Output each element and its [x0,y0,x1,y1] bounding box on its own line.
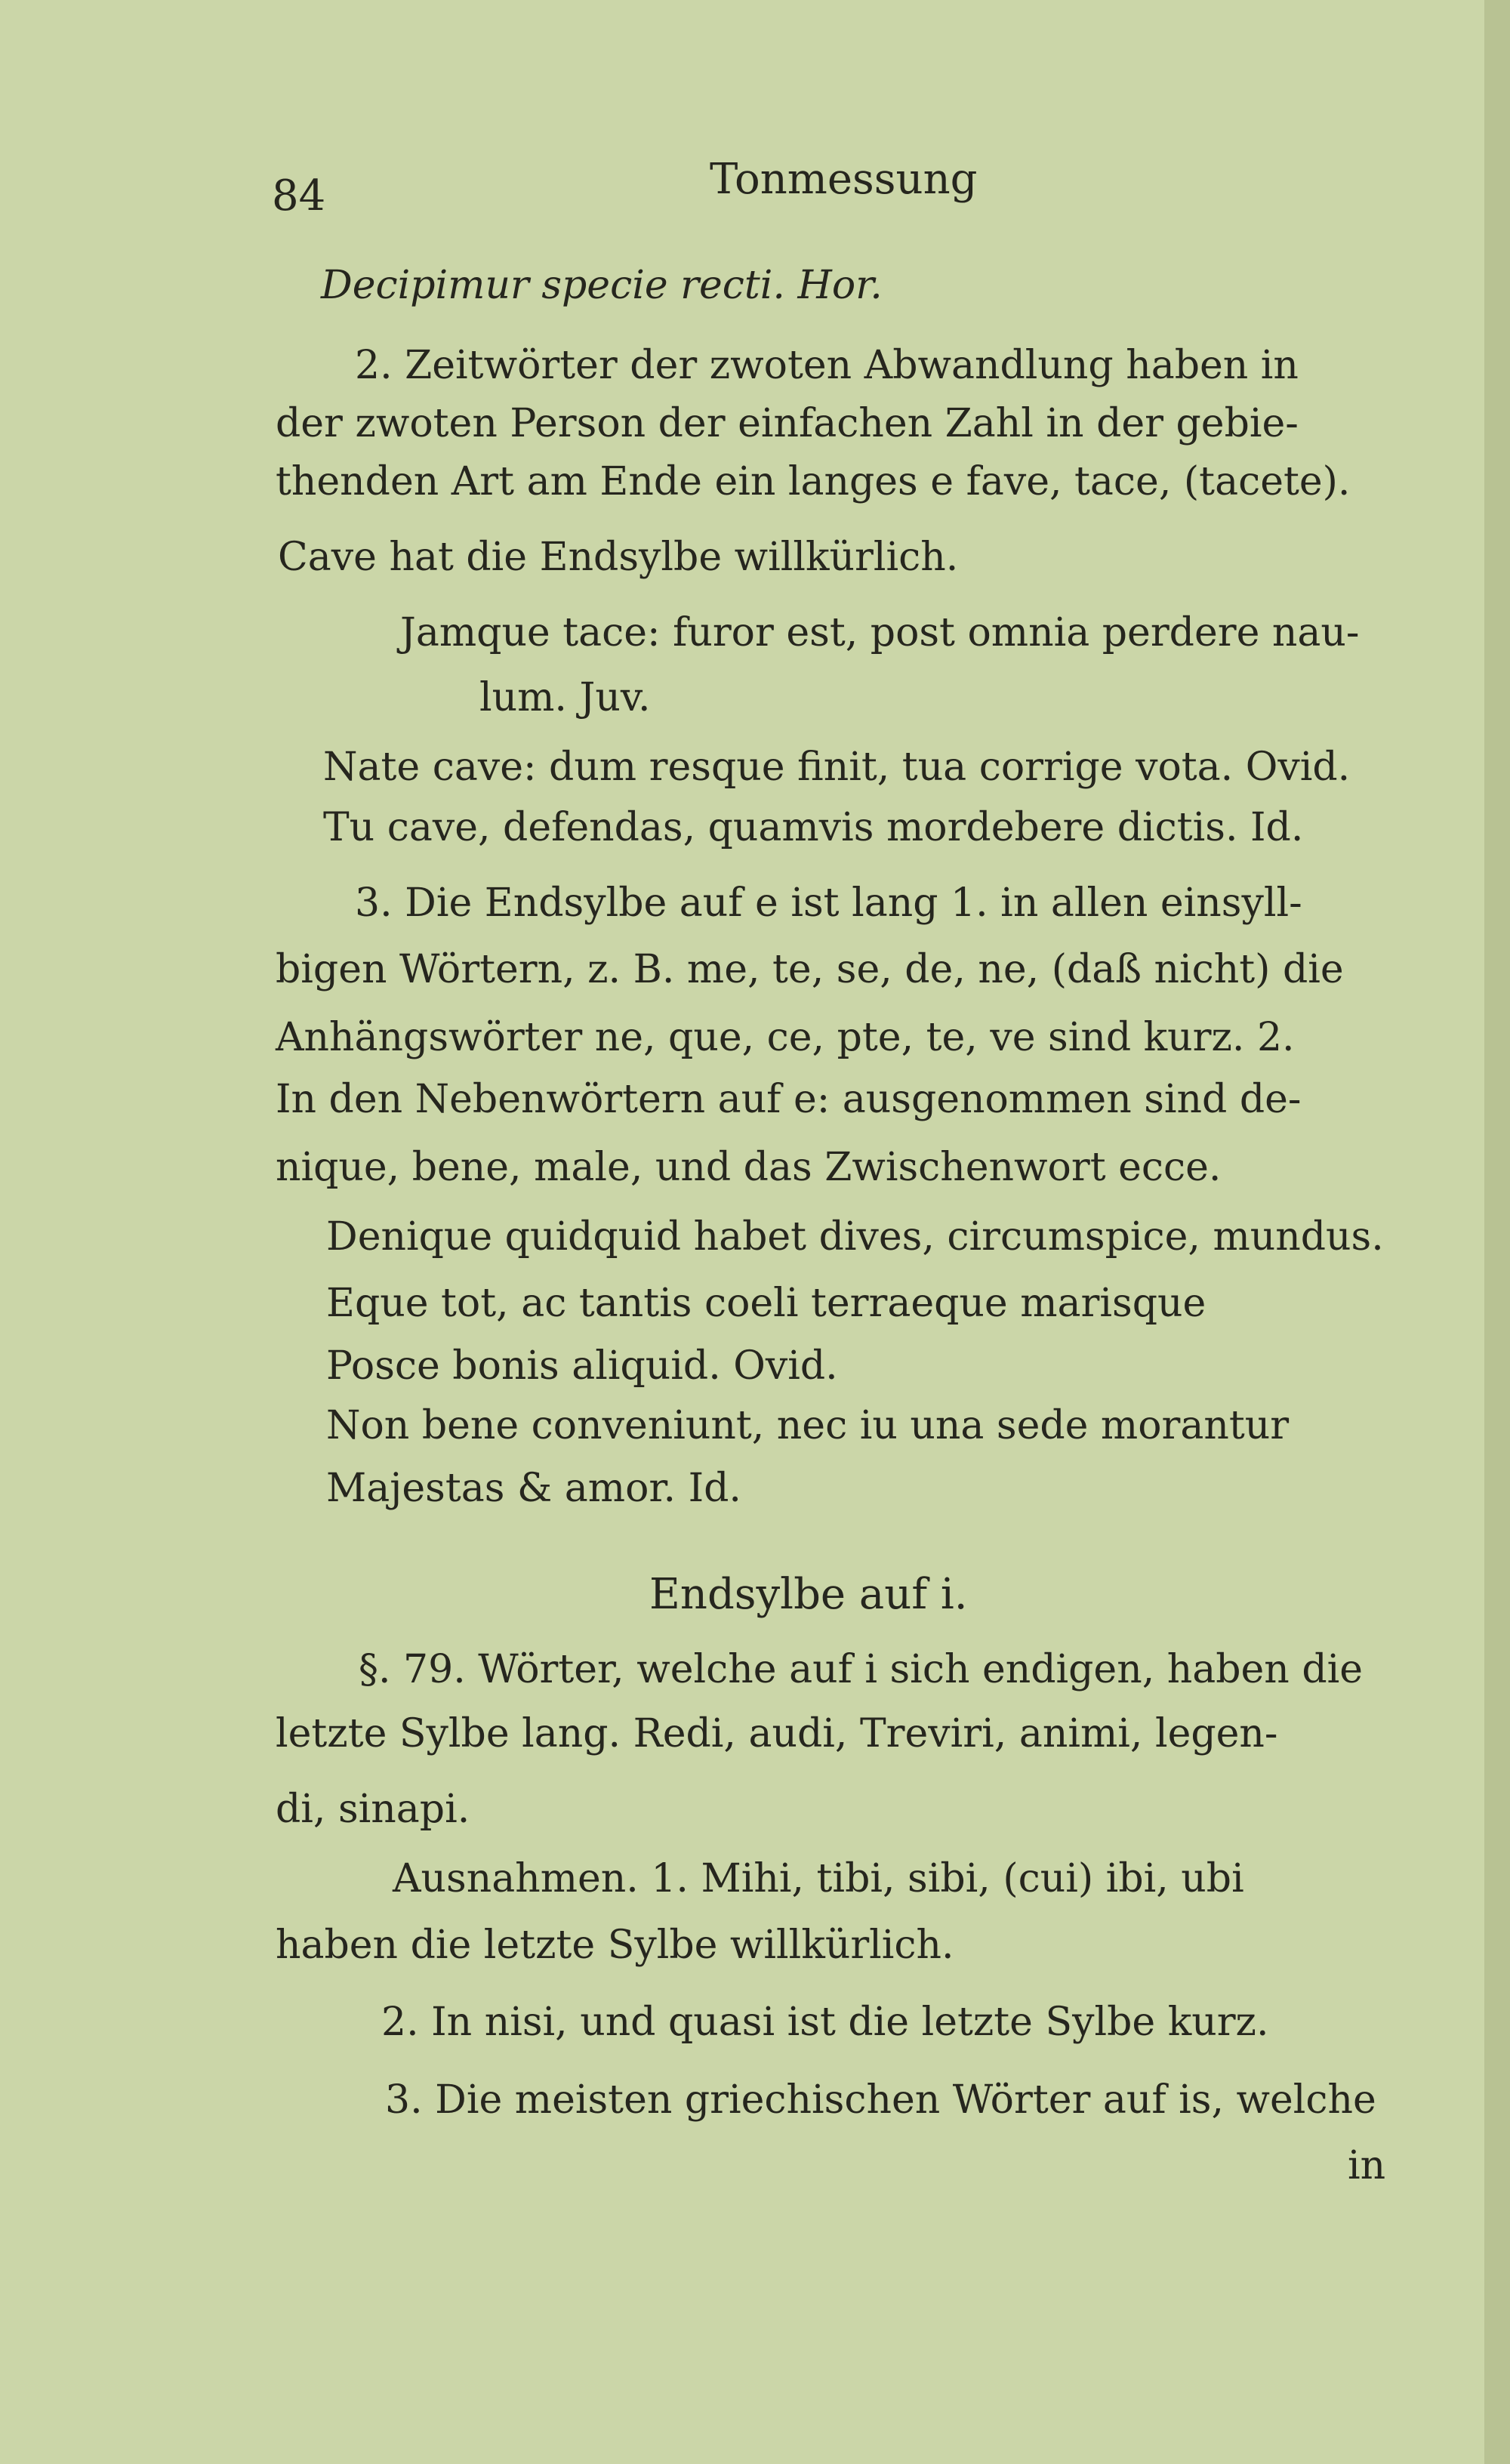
text-line: Majestas & amor. Id. [326,1466,741,1511]
text-line: Cave hat die Endsylbe willkürlich. [278,535,959,580]
running-title: Tonmessung [710,155,978,204]
text-line: Non bene conveniunt, nec iu una sede morantur [326,1403,1290,1448]
text-line: 3. Die meisten griechischen Wörter auf is, welche [385,2077,1376,2123]
text-line: Eque tot, ac tantis coeli terraeque marisque [326,1281,1206,1326]
text-line: nique, bene, male, und das Zwischenwort ecce. [276,1145,1222,1190]
text-line: Tu cave, defendas, quamvis mordebere dictis. Id. [323,805,1304,850]
text-line: thenden Art am Ende ein langes e fave, tace, (tacete). [276,459,1351,504]
text-line: bigen Wörtern, z. B. me, te, se, de, ne, (daß nicht) die [276,947,1344,992]
page-number: 84 [272,171,326,220]
text-line: di, sinapi. [276,1787,470,1832]
text-line: letzte Sylbe lang. Redi, audi, Treviri, animi, legen- [276,1711,1278,1756]
text-line: Ausnahmen. 1. Mihi, tibi, sibi, (cui) ibi, ubi [393,1856,1244,1901]
text-line: Anhängswörter ne, que, ce, pte, te, ve sind kurz. 2. [276,1015,1295,1060]
catchword: in [1348,2143,1386,2188]
text-line: der zwoten Person der einfachen Zahl in der gebie- [276,401,1299,446]
text-line: 2. In nisi, und quasi ist die letzte Sylbe kurz. [381,2000,1269,2045]
text-line: Decipimur specie recti. Hor. [321,263,883,308]
text-line: lum. Juv. [479,675,651,720]
text-line: §. 79. Wörter, welche auf i sich endigen, haben die [359,1647,1364,1692]
text-line: 3. Die Endsylbe auf e ist lang 1. in allen einsyll- [355,880,1302,926]
text-line: Nate cave: dum resque finit, tua corrige vota. Ovid. [323,745,1351,790]
text-line: haben die letzte Sylbe willkürlich. [276,1923,954,1968]
text-line: Denique quidquid habet dives, circumspice, mundus. [326,1214,1384,1260]
text-line: 2. Zeitwörter der zwoten Abwandlung haben in [355,343,1299,388]
text-line: In den Nebenwörtern auf e: ausgenommen sind de- [276,1077,1302,1122]
page-edge [1484,0,1510,2464]
text-line: Posce bonis aliquid. Ovid. [326,1343,838,1389]
text-line: Jamque tace: furor est, post omnia perdere nau- [400,610,1360,655]
section-heading: Endsylbe auf i. [649,1570,968,1619]
